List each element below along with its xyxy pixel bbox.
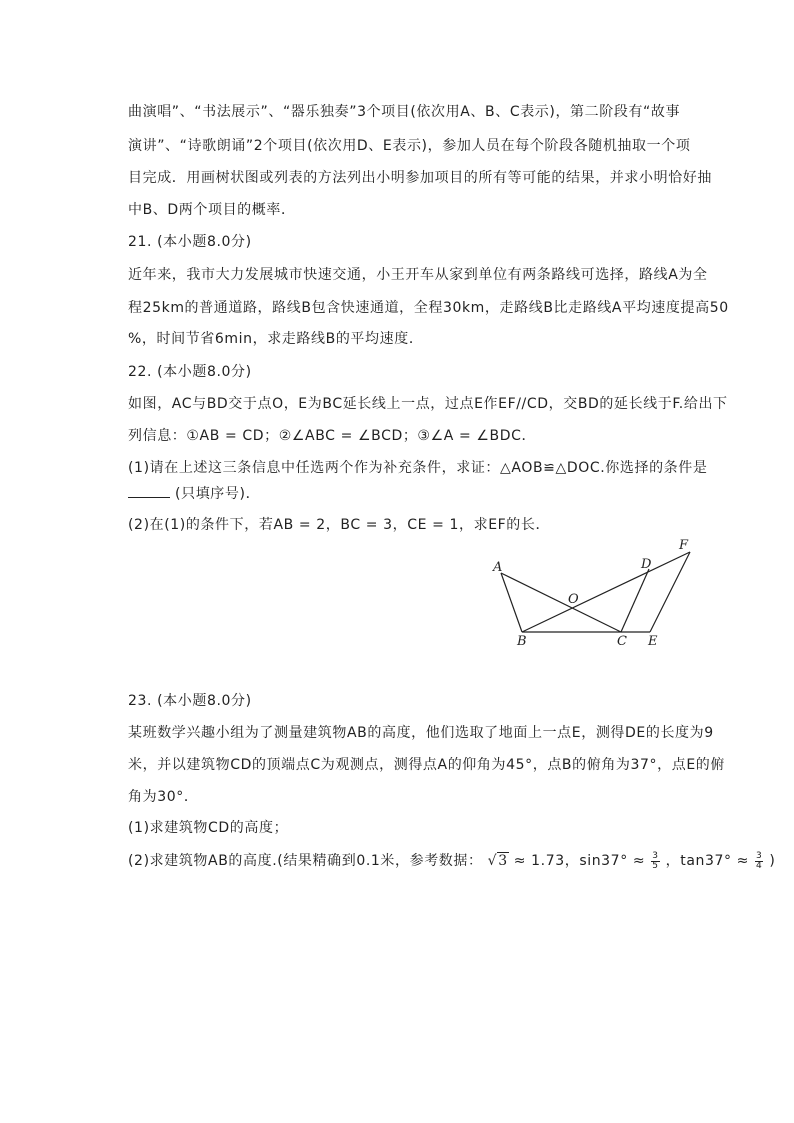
segment-EF (650, 552, 690, 632)
q20-line-4: 中B、D两个项目的概率． (128, 202, 296, 218)
label-O: O (568, 592, 579, 607)
fraction-tan-den: 4 (756, 860, 763, 871)
q21-header: 21. (本小题8.0分) (128, 234, 252, 250)
q21-line-1: 近年来，我市大力发展城市快速交通，小王开车从家到单位有两条路线可选择，路线A为全 (128, 267, 708, 283)
q22-line-1: 如图，AC与BD交于点O，E为BC延长线上一点，过点E作EF//CD，交BD的延长线于F.给出下 (128, 396, 728, 412)
q22-line-4-wrap (128, 483, 260, 503)
label-F: F (679, 538, 689, 553)
q20-line-3: 目完成．用画树状图或列表的方法列出小明参加项目的所有等可能的结果，并求小明恰好抽 (128, 170, 712, 186)
label-E: E (648, 634, 658, 649)
fraction-sin-den: 5 (652, 860, 659, 871)
fraction-sin (651, 852, 659, 871)
label-D: D (641, 557, 652, 572)
q22-line-3: (1)请在上述这三条信息中任选两个作为补充条件，求证：△AOB≌△DOC.你选择的条件是 (128, 460, 708, 476)
label-B: B (517, 634, 527, 649)
q23-line-3: 角为30°． (128, 789, 199, 805)
answer-blank[interactable] (128, 485, 170, 498)
q23-line-1: 某班数学兴趣小组为了测量建筑物AB的高度，他们选取了地面上一点E，测得DE的长度为9 (128, 725, 714, 741)
q23-line-4: (1)求建筑物CD的高度； (128, 820, 289, 836)
sqrt-arg: 3 (498, 853, 508, 869)
q23-line-2: 米，并以建筑物CD的顶端点C为观测点，测得点A的仰角为45°，点B的俯角为37°，点E的俯 (128, 757, 725, 773)
q22-line-4: (只填序号)． (170, 486, 261, 502)
label-C: C (617, 634, 627, 649)
fraction-sin-num: 3 (652, 850, 659, 861)
q23-line-5-a: (2)求建筑物AB的高度.(结果精确到0.1米，参考数据： (128, 853, 483, 869)
q22-header: 22. (本小题8.0分) (128, 364, 252, 380)
segment-BF (522, 552, 690, 632)
q23-line-5-c: ，tan37° ≈ (665, 853, 749, 869)
q22-line-5: (2)在(1)的条件下，若AB = 2，BC = 3，CE = 1，求EF的长． (128, 517, 551, 533)
q23-header: 23. (本小题8.0分) (128, 693, 252, 709)
q21-line-3: %，时间节省6min，求走路线B的平均速度． (128, 331, 424, 347)
label-A: A (493, 560, 503, 575)
q22-line-2: 列信息：①AB = CD；②∠ABC = ∠BCD；③∠A = ∠BDC． (128, 428, 537, 444)
fraction-tan-num: 3 (756, 850, 763, 861)
geometry-figure (485, 535, 705, 655)
q20-line-2: 演讲”、“诗歌朗诵”2个项目(依次用D、E表示)，参加人员在每个阶段各随机抽取一个项 (128, 138, 691, 154)
q23-line-5 (128, 850, 775, 871)
q21-line-2: 程25km的普通道路，路线B包含快速通道，全程30km，走路线B比走路线A平均速度提高50 (128, 300, 729, 316)
fraction-tan (755, 852, 763, 871)
sqrt-symbol: √3 (487, 853, 508, 869)
q23-line-5-b: ≈ 1.73，sin37° ≈ (513, 853, 646, 869)
q20-line-1: 曲演唱”、“书法展示”、“器乐独奏”3个项目(依次用A、B、C表示)，第二阶段有“故事 (128, 104, 681, 120)
q23-line-5-d: ) (769, 853, 776, 869)
